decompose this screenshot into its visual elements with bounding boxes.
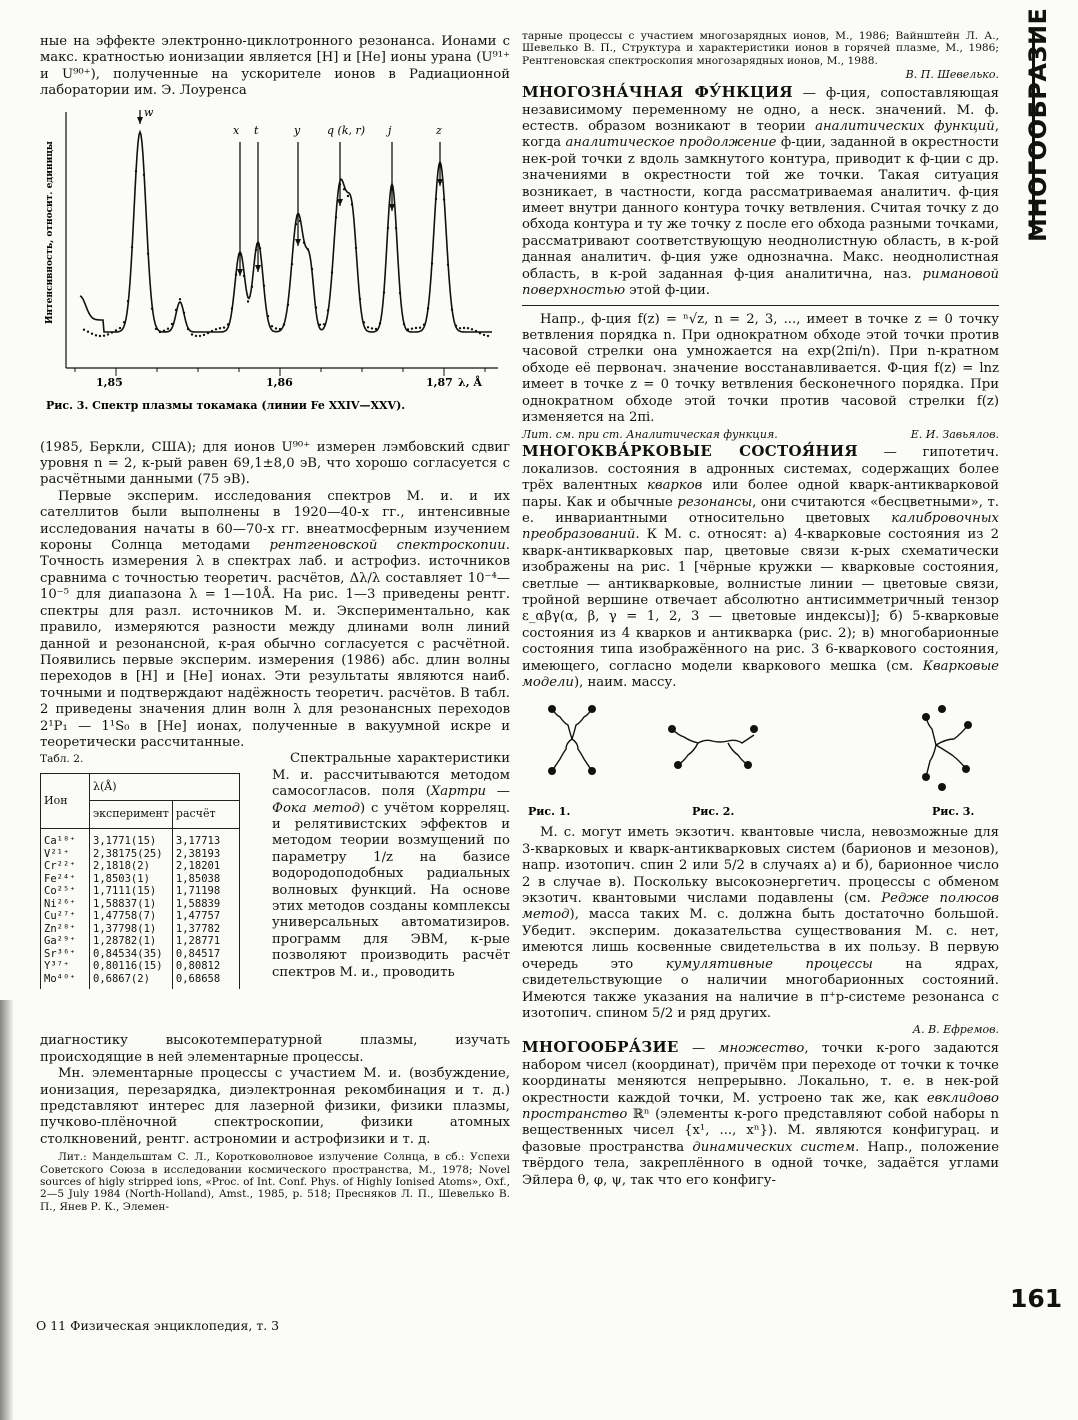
- running-head: [1016, 7, 1056, 253]
- data-point: [187, 327, 189, 329]
- data-point: [331, 271, 333, 273]
- term-heading: МНОГОЗНА́ЧНАЯ ФУ́НКЦИЯ: [522, 83, 793, 102]
- quark-diagrams: [522, 695, 999, 823]
- table-cell-ion: Cr²²⁺: [44, 860, 76, 873]
- data-point: [147, 252, 149, 254]
- data-point: [435, 197, 437, 199]
- table-cell-calc: 3,17713: [175, 835, 221, 848]
- data-point: [139, 132, 141, 134]
- figure-3-spectrum: [40, 106, 510, 436]
- data-point: [267, 315, 269, 317]
- table-cell-calc: 0,68658: [175, 972, 221, 985]
- data-point: [207, 332, 209, 334]
- table-cell-exp: 1,47758(7): [93, 910, 157, 923]
- data-point: [275, 327, 277, 329]
- peak-arrow-head: [295, 239, 301, 246]
- figure-label: Рис. 1.: [528, 805, 571, 819]
- table-cell-exp: 0,80116(15): [93, 960, 163, 973]
- data-point: [471, 328, 473, 330]
- data-point: [363, 321, 365, 323]
- data-point: [355, 246, 357, 248]
- table-cell-exp: 1,58837(1): [93, 897, 157, 910]
- data-point: [487, 334, 489, 336]
- data-point: [307, 248, 309, 250]
- data-point: [103, 334, 105, 336]
- table-cell-ion: Zn²⁸⁺: [44, 922, 76, 935]
- data-point: [367, 326, 369, 328]
- peak-label-j: j: [388, 123, 392, 137]
- gluon-line: [552, 709, 572, 739]
- quark: [674, 761, 682, 769]
- table-column-calc: [172, 829, 239, 990]
- data-point: [135, 170, 137, 172]
- data-point: [191, 333, 193, 335]
- table-cell-exp: 2,38175(25): [93, 847, 163, 860]
- data-point: [295, 223, 297, 225]
- data-point: [127, 300, 129, 302]
- figure-label: Рис. 2.: [692, 805, 735, 819]
- data-point: [211, 330, 213, 332]
- data-point: [167, 327, 169, 329]
- data-point: [323, 323, 325, 325]
- table-cell-exp: 2,1818(2): [93, 860, 150, 873]
- term-heading: МНОГОКВА́РКОВЫЕ СОСТОЯ́НИЯ: [522, 442, 858, 461]
- x-tick-label: 1,85: [96, 375, 123, 389]
- footer: О 11 Физическая энциклопедия, т. 3: [36, 1318, 280, 1333]
- paragraph: Первые эксперим. исследования спектров М. и. и их сателлитов были выполнены в 1920—40-х гг., интенсивные исследования начаты в 60—70-х гг. внеатмосферным изучением короны Солнца методами рентгеновской спектроскопии. Точность измерения λ в спектрах лаб. и астрофиз. источников сравнима с точностью теоретич. расчётов, Δλ/λ составляет 10⁻⁴—10⁻⁵ для диапазона λ = 1—10Å. На рис. 1—3 приведены рентг. спектры для разл. источников М. и. Экспериментально, как правило, измеряются разности между длинами волн линий данной и резонансной, к-рая обычно согласуется с расчётной. Появились первые эксперим. измерения (1986) абс. длин волны переходов в [H] и [He] ионах. Эти результаты являются наиб. точными и подтверждают надёжность теоретич. расчётов. В табл. 2 приведены значения длин волн λ для резонансных переходов 2¹P₁ — 1¹S₀ в [He] ионах, полученные в вакуумной искре и теоретически рассчитанные.: [40, 488, 510, 750]
- gluon-line: [728, 743, 748, 765]
- data-point: [159, 330, 161, 332]
- table-cell-calc: 1,47757: [175, 910, 221, 923]
- table-2: [40, 773, 240, 989]
- term-heading: МНОГООБРА́ЗИЕ: [522, 1038, 679, 1057]
- x-tick-label: 1,87: [426, 375, 453, 389]
- divider: [522, 305, 999, 306]
- table-cell-exp: 1,7111(15): [93, 885, 157, 898]
- data-point: [483, 333, 485, 335]
- article-mnogoznachnaya: МНОГОЗНА́ЧНАЯ ФУ́НКЦИЯ — ф-ция, сопоставляющая независимому переменному не одно, а неск. значений. М. ф. естеств. образом возникают в теории аналитических функций, когда аналитическое продолжение ф-ции, заданной в окрестности нек-рой точки z вдоль замкнутого контура, приводит к ф-ции с др. значениями в окрестности той же точки. Такая ситуация возникает, в частности, когда рассматриваемая аналитич. ф-ция имеет внутри данного контура точку ветвления. Считая точку z до обхода контура и ту же точку z после его обхода разными точками, рассматривают соответствующую неоднолистную область, в к-рой данная аналитич. ф-ция уже однозначна. Макс. неоднолистная область, в к-рой заданная ф-ция аналитична, наз. римановой поверхностью этой ф-ции.: [522, 83, 1000, 299]
- data-point: [379, 322, 381, 324]
- peak-label-z: z: [436, 123, 442, 137]
- gluon-line: [572, 739, 592, 771]
- data-point: [407, 328, 409, 330]
- peak-arrow-head: [137, 117, 143, 124]
- data-point: [171, 322, 173, 324]
- data-point: [259, 247, 261, 249]
- table-cell-calc: 1,71198: [175, 885, 221, 898]
- table-cell-calc: 2,38193: [175, 847, 221, 860]
- data-point: [251, 285, 253, 287]
- data-point: [327, 309, 329, 311]
- data-point: [83, 328, 85, 330]
- data-point: [95, 334, 97, 336]
- data-point: [255, 248, 257, 250]
- data-point: [431, 262, 433, 264]
- data-point: [231, 307, 233, 309]
- data-point: [371, 327, 373, 329]
- data-point: [179, 298, 181, 300]
- peak-label-w: w: [144, 105, 154, 119]
- table-cell-ion: Y³⁷⁺: [44, 960, 70, 973]
- peak-arrow-head: [255, 265, 261, 272]
- table-cell-ion: Co²⁵⁺: [44, 885, 76, 898]
- data-point: [271, 325, 273, 327]
- paragraph: (1985, Беркли, США); для ионов U⁹⁰⁺ измерен лэмбовский сдвиг уровня n = 2, к-рый равен 69,1±8,0 эВ, что хорошо согласуется с расчётными данными (75 эВ).: [40, 439, 510, 488]
- table-cell-ion: Ca¹⁸⁺: [44, 835, 76, 848]
- table-cell-calc: 2,18201: [175, 860, 221, 873]
- quark: [588, 767, 596, 775]
- gluon-line: [926, 717, 936, 777]
- paragraph: Напр., ф-ция f(z) = ⁿ√z, n = 2, 3, ..., имеет в точке z = 0 точку ветвления порядка n. При однократном обходе этой точки против часовой стрелки она умножается на exp(2πi/n). При n-кратном обходе её первонач. значение восстанавливается. Ф-ция f(z) = lnz имеет в точке z = 0 точку ветвления бесконечного порядка. При однократном обходе этой точки против часовой стрелки f(z) изменяется на 2πi.: [522, 311, 999, 425]
- quark: [588, 705, 596, 713]
- signature: А. В. Ефремов.: [912, 1023, 999, 1037]
- table-cell-calc: 1,85038: [175, 872, 221, 885]
- data-point: [387, 226, 389, 228]
- quark: [922, 713, 930, 721]
- left-column: [40, 34, 510, 1213]
- data-point: [427, 307, 429, 309]
- data-point: [203, 333, 205, 335]
- table-column-exp: [90, 829, 173, 990]
- peak-arrow-head: [237, 269, 243, 276]
- peak-label-x: x: [233, 123, 240, 137]
- page-number: 161: [1010, 1284, 1063, 1313]
- table-cell-ion: Cu²⁷⁺: [44, 910, 76, 923]
- peak-arrow-head: [337, 199, 343, 206]
- table-cell-calc: 1,37782: [175, 922, 221, 935]
- peak-label-y: y: [294, 123, 301, 137]
- quark: [938, 705, 946, 713]
- data-point: [287, 303, 289, 305]
- table-cell-exp: 0,6867(2): [93, 972, 150, 985]
- data-point: [383, 291, 385, 293]
- quark: [938, 783, 946, 791]
- data-point: [291, 263, 293, 265]
- data-point: [215, 328, 217, 330]
- data-point: [151, 307, 153, 309]
- table-cell-calc: 1,28771: [175, 935, 221, 948]
- data-point: [131, 246, 133, 248]
- paragraph: диагностику высокотемпературной плазмы, изучать происходящие в ней элементарные процессы.: [40, 1033, 510, 1065]
- scan-shadow: [0, 1000, 14, 1420]
- quark: [548, 705, 556, 713]
- data-point: [375, 327, 377, 329]
- data-point: [283, 323, 285, 325]
- y-axis-label: Интенсивность, относит. единицы: [45, 140, 55, 324]
- table-cell-exp: 1,37798(1): [93, 922, 157, 935]
- peak-arrow-head: [437, 179, 443, 186]
- data-point: [227, 323, 229, 325]
- data-point: [443, 198, 445, 200]
- data-point: [183, 311, 185, 313]
- article-mnogokvarkovye: МНОГОКВА́РКОВЫЕ СОСТОЯ́НИЯ — гипотетич. локализов. состояния в адронных системах, содержащих более трёх валентных кварков или более одной кварк-антикварковой пары. Как и обычные резонансы, они считаются «бесцветными», т. е. инвариантными относительно цветовых калибровочных преобразований. К М. с. относят: а) 4-кварковые состояния из 2 кварк-антикварковых пар, цветовые связи к-рых схематически изображены на рис. 1 [чёрные кружки — кварковые состояния, светлые — антикварковые, волнистые линии — цветовые связи, тройной вершине отвечает абсолютно антисимметричный тензор ε_αβγ(α, β, γ = 1, 2, 3 — цветовые индексы)]; б) 5-кварковые состояния из 4 кварков и антикварка (рис. 2); в) многобарионные состояния типа изображённого на рис. 3 6-кваркового состояния, имеющего, согласно модели кваркового мешка (см. Кварковые модели), наим. массу.: [522, 442, 999, 691]
- data-point: [279, 328, 281, 330]
- quark: [668, 725, 676, 733]
- data-point: [163, 329, 165, 331]
- quark: [964, 721, 972, 729]
- data-point: [223, 326, 225, 328]
- signature: Е. И. Завьялов.: [910, 428, 999, 442]
- data-point: [115, 329, 117, 331]
- data-point: [399, 292, 401, 294]
- data-point: [155, 327, 157, 329]
- data-point: [415, 326, 417, 328]
- table-cell-ion: V²¹⁺: [44, 847, 70, 860]
- table-title: Табл. 2.: [40, 753, 84, 766]
- quark: [744, 761, 752, 769]
- data-point: [243, 274, 245, 276]
- paragraph: Мн. элементарные процессы с участием М. и. (возбуждение, ионизация, перезарядка, диэлектронная рекомбинация и т. д.) представляют интерес для лазерной физики, физики плазмы, пучково-плёночной спектроскопии, физики атомных столкновений, рентг. астрономии и астрофизики и т. д.: [40, 1066, 510, 1147]
- figure-label: Рис. 3.: [932, 805, 975, 819]
- right-column: [522, 30, 999, 1189]
- data-point: [335, 216, 337, 218]
- table-column-ions: [41, 829, 90, 990]
- gluon-line: [936, 725, 968, 745]
- data-point: [247, 300, 249, 302]
- data-point: [219, 327, 221, 329]
- data-point: [475, 330, 477, 332]
- article-mnogoobrazie: МНОГООБРА́ЗИЕ — множество, точки к-рого задаются набором чисел (координат), причём при переходе от точки к точке координаты меняются непрерывно. Локально, т. е. в нек-рой окрестности каждой точки, М. устроено так же, как евклидово пространство ℝⁿ (элементы к-рого представляют собой наборы n вещественных чисел {x¹, ..., xⁿ}). М. являются конфигурац. и фазовые пространства динамических систем. Напр., положение твёрдого тела, закреплённого в одной точке, задаётся углами Эйлера θ, φ, ψ, так что его конфигу-: [522, 1038, 999, 1188]
- data-point: [311, 268, 313, 270]
- signature: В. П. Шевелько.: [905, 68, 999, 82]
- data-point: [359, 297, 361, 299]
- data-point: [107, 333, 109, 335]
- data-point: [447, 263, 449, 265]
- table-cell-ion: Ga²⁹⁺: [44, 935, 76, 948]
- data-point: [199, 334, 201, 336]
- table-cell-exp: 3,1771(15): [93, 835, 157, 848]
- data-point: [263, 284, 265, 286]
- data-point: [459, 327, 461, 329]
- data-point: [111, 331, 113, 333]
- data-point: [175, 308, 177, 310]
- spectrum-curve: [80, 132, 492, 332]
- table-cell-calc: 1,58839: [175, 897, 221, 910]
- table-cell-calc: 0,80812: [175, 960, 221, 973]
- data-point: [343, 188, 345, 190]
- data-point: [319, 323, 321, 325]
- table-header-exp: эксперимент: [90, 800, 173, 829]
- table-block: [40, 753, 510, 1033]
- data-point: [403, 323, 405, 325]
- data-point: [463, 326, 465, 328]
- data-point: [235, 273, 237, 275]
- data-point: [411, 327, 413, 329]
- data-point: [347, 194, 349, 196]
- gluon-line: [572, 709, 592, 739]
- quark: [962, 765, 970, 773]
- data-point: [455, 324, 457, 326]
- table-cell-exp: 0,84534(35): [93, 947, 163, 960]
- table-cell-ion: Mo⁴⁰⁺: [44, 972, 76, 985]
- paragraph: ные на эффекте электронно-циклотронного резонанса. Ионами с макс. кратностью ионизации является [H] и [He] ионы урана (U⁹¹⁺ и U⁹⁰⁺), полученные на ускорителе ионов в Радиационной лаборатории им. Э. Лоуренса: [40, 34, 510, 99]
- data-point: [395, 227, 397, 229]
- data-point: [479, 332, 481, 334]
- table-header-lambda: λ(Å): [90, 774, 240, 800]
- peak-arrow-head: [389, 204, 395, 211]
- peak-label-t: t: [254, 123, 259, 137]
- data-point: [195, 334, 197, 336]
- table-header-ion: Ион: [41, 774, 90, 829]
- quark: [922, 773, 930, 781]
- table-cell-ion: Ni²⁶⁺: [44, 897, 76, 910]
- table-cell-calc: 0,84517: [175, 947, 221, 960]
- literature: Лит.: Мандельштам С. Л., Коротковолновое излучение Солнца, в сб.: Успехи Советского Союза в исследовании космического пространства, М., 1978; Novel sources of higly stripped ions, «Proc. of Int. Conf. Phys. of Highly Ionised Atoms», Oxf., 2—5 July 1984 (North-Holland), Amst., 1985, p. 518; Пресняков Л. П., Шевелько В. П., Янев Р. К., Элемен-: [40, 1151, 510, 1213]
- data-point: [123, 321, 125, 323]
- data-point: [315, 306, 317, 308]
- gluon-line: [678, 743, 698, 765]
- table-header-calc: расчёт: [172, 800, 239, 829]
- gluon-line: [552, 739, 572, 771]
- paragraph: М. с. могут иметь экзотич. квантовые числа, невозможные для 3-кварковых и кварк-антикварковых систем (барионов и мезонов), напр. изотопич. спин 2 или 5/2 в случаях а) и б), барионное число 2 в случае в). Поскольку высокоэнергетич. процессы с обменом экзотич. квантовыми числами подавлены (см. Редже полюсов метод), масса таких М. с. должна быть достаточно большой. Убедит. эксперим. доказательства существования М. с. нет, имеются лишь косвенные свидетельства в их пользу. В первую очередь это кумулятивные процессы на ядрах, свидетельствующие о наличии многобарионных состояний. Имеются также указания на наличие в π⁺p-системе резонанса с изотопич. спином 5/2 и ряд других.: [522, 825, 999, 1021]
- literature-continued: тарные процессы с участием многозарядных ионов, М., 1986; Вайнштейн Л. А., Шевелько В. П., Структура и характеристики ионов в горячей плазме, М., 1986; Рентгеновская спектроскопия многозарядных ионов, М., 1988.: [522, 30, 999, 67]
- peak-label-q: q (k, r): [327, 123, 366, 137]
- data-point: [423, 323, 425, 325]
- data-point: [99, 334, 101, 336]
- quark: [548, 767, 556, 775]
- data-point: [451, 308, 453, 310]
- x-tick-label: 1,86: [266, 375, 293, 389]
- data-point: [91, 332, 93, 334]
- table-cell-ion: Sr³⁶⁺: [44, 947, 76, 960]
- literature-ref: Лит. см. при ст. Аналитическая функция.: [522, 428, 778, 442]
- data-point: [87, 330, 89, 332]
- gluon-line: [936, 745, 966, 769]
- x-unit: λ, Å: [458, 375, 482, 389]
- data-point: [119, 327, 121, 329]
- gluon-line: [672, 729, 754, 743]
- table-cell-ion: Fe²⁴⁺: [44, 872, 76, 885]
- running-head-title: МНОГООБРАЗИЕ: [1024, 7, 1052, 242]
- quark: [750, 725, 758, 733]
- figure-caption: Рис. 3. Спектр плазмы токамака (линии Fe XXIV—XXV).: [46, 398, 406, 412]
- data-point: [303, 241, 305, 243]
- table-cell-exp: 1,8503(1): [93, 872, 150, 885]
- data-point: [419, 326, 421, 328]
- data-point: [467, 327, 469, 329]
- data-point: [143, 173, 145, 175]
- data-point: [351, 203, 353, 205]
- data-point: [299, 219, 301, 221]
- table-cell-exp: 1,28782(1): [93, 935, 157, 948]
- paragraph: Спектральные характеристики М. и. рассчитываются методом самосогласов. поля (Хартри — Фока метод) с учётом корреляц. и релятивистских эффектов и методом теории возмущений по параметру 1/z на базисе водородоподобных радиальных волновых функций. На основе этих методов созданы комплексы универсальных автоматизиров. программ для ЭВМ, к-рые позволяют производить расчёт спектров М. и., проводить: [272, 751, 511, 980]
